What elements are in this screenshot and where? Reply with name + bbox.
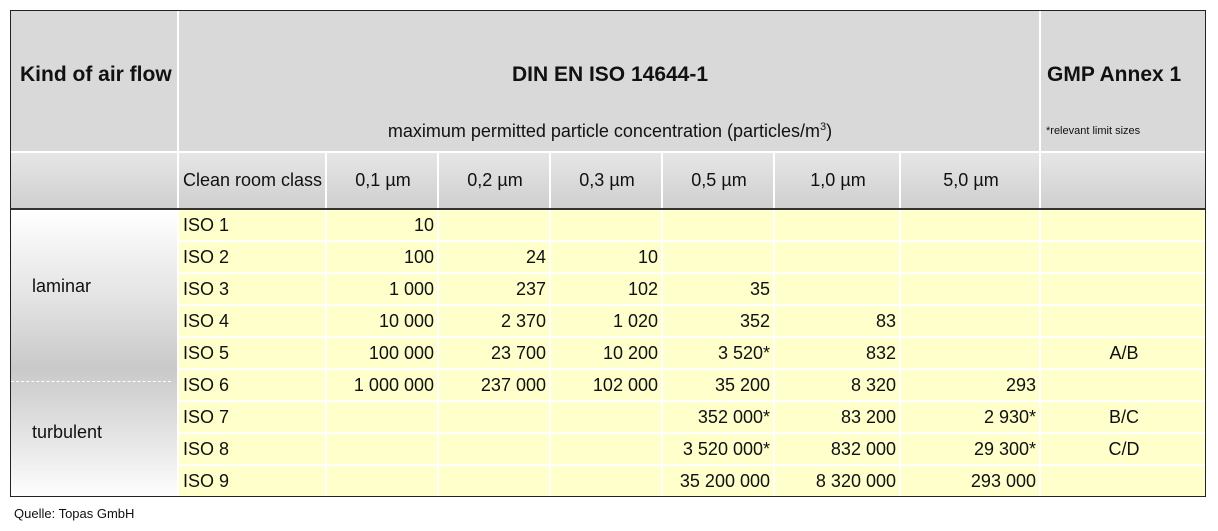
value-cell bbox=[327, 434, 439, 464]
value-cell bbox=[663, 210, 775, 240]
gmp-cell bbox=[1041, 210, 1206, 240]
value-cell: 1 020 bbox=[551, 306, 663, 336]
size-label: 1,0 µm bbox=[810, 170, 866, 190]
value-cell bbox=[901, 210, 1041, 240]
value-cell: 10 bbox=[551, 242, 663, 272]
size-header-0 bbox=[327, 151, 439, 209]
subtitle-text: maximum permitted particle concentration (particles/m bbox=[387, 121, 821, 141]
value-cell: 237 bbox=[439, 274, 551, 304]
value-cell bbox=[901, 306, 1041, 336]
subtitle-end: ) bbox=[826, 121, 833, 141]
size-label: 0,2 µm bbox=[467, 170, 523, 190]
value-cell: 1 000 bbox=[327, 274, 439, 304]
class-cell: ISO 3 bbox=[179, 274, 327, 304]
empty-header-cell bbox=[11, 151, 179, 209]
table-row bbox=[179, 434, 1206, 466]
value-cell: 2 930* bbox=[901, 402, 1041, 432]
value-cell: 832 000 bbox=[775, 434, 901, 464]
value-cell: 24 bbox=[439, 242, 551, 272]
size-header-2 bbox=[551, 151, 663, 209]
table-row bbox=[179, 402, 1206, 434]
clean-room-class-header bbox=[179, 151, 327, 209]
concentration-subtitle bbox=[179, 121, 1041, 142]
gmp-note: *relevant limit sizes bbox=[1046, 125, 1141, 137]
value-cell bbox=[439, 402, 551, 432]
size-label: 0,1 µm bbox=[355, 170, 411, 190]
value-cell: 8 320 000 bbox=[775, 466, 901, 496]
class-cell: ISO 9 bbox=[179, 466, 327, 496]
value-cell: 10 bbox=[327, 210, 439, 240]
kind-of-air-flow-header bbox=[11, 11, 179, 151]
din-standard-title: DIN EN ISO 14644-1 bbox=[511, 63, 709, 86]
value-cell bbox=[439, 210, 551, 240]
value-cell bbox=[663, 242, 775, 272]
source-credit: Quelle: Topas GmbH bbox=[14, 506, 135, 521]
value-cell bbox=[901, 242, 1041, 272]
value-cell: 2 370 bbox=[439, 306, 551, 336]
class-cell: ISO 6 bbox=[179, 370, 327, 400]
gmp-cell: B/C bbox=[1108, 407, 1139, 427]
value-cell: 35 200 bbox=[663, 370, 775, 400]
table-row bbox=[179, 210, 1206, 242]
value-cell: 10 200 bbox=[551, 338, 663, 368]
value-cell: 293 bbox=[901, 370, 1041, 400]
table-row bbox=[179, 338, 1206, 370]
gmp-cell bbox=[1041, 466, 1206, 496]
value-cell: 83 bbox=[775, 306, 901, 336]
size-header-1 bbox=[439, 151, 551, 209]
gmp-header bbox=[1041, 11, 1206, 151]
table-row bbox=[179, 466, 1206, 497]
value-cell: 23 700 bbox=[439, 338, 551, 368]
class-cell: ISO 5 bbox=[179, 338, 327, 368]
clean-room-class-label: Clean room class bbox=[183, 170, 323, 190]
value-cell bbox=[551, 466, 663, 496]
size-label: 0,5 µm bbox=[691, 170, 747, 190]
air-flow-column bbox=[11, 210, 179, 497]
value-cell: 100 000 bbox=[327, 338, 439, 368]
value-cell bbox=[775, 242, 901, 272]
value-cell: 3 520* bbox=[663, 338, 775, 368]
kind-of-air-flow-title: Kind of air flow bbox=[20, 63, 172, 86]
value-cell: 237 000 bbox=[439, 370, 551, 400]
table-row bbox=[179, 306, 1206, 338]
gmp-cell bbox=[1041, 242, 1206, 272]
cleanroom-table bbox=[10, 10, 1206, 497]
class-cell: ISO 8 bbox=[179, 434, 327, 464]
value-cell bbox=[901, 338, 1041, 368]
value-cell bbox=[327, 466, 439, 496]
class-cell: ISO 4 bbox=[179, 306, 327, 336]
gmp-grade-header bbox=[1041, 151, 1206, 209]
value-cell bbox=[775, 210, 901, 240]
class-cell: ISO 1 bbox=[179, 210, 327, 240]
gmp-cell: C/D bbox=[1108, 439, 1140, 459]
size-label: 5,0 µm bbox=[943, 170, 999, 190]
flow-divider bbox=[11, 381, 171, 382]
value-cell: 100 bbox=[327, 242, 439, 272]
value-cell bbox=[551, 402, 663, 432]
din-standard-header bbox=[179, 11, 1041, 151]
size-header-4 bbox=[775, 151, 901, 209]
value-cell bbox=[439, 466, 551, 496]
size-header-5 bbox=[901, 151, 1041, 209]
value-cell: 352 000* bbox=[663, 402, 775, 432]
size-header-3 bbox=[663, 151, 775, 209]
value-cell: 35 bbox=[663, 274, 775, 304]
value-cell: 29 300* bbox=[901, 434, 1041, 464]
value-cell: 3 520 000* bbox=[663, 434, 775, 464]
value-cell: 293 000 bbox=[901, 466, 1041, 496]
gmp-cell: A/B bbox=[1109, 343, 1139, 363]
class-cell: ISO 7 bbox=[179, 402, 327, 432]
table-row bbox=[179, 370, 1206, 402]
gmp-cell bbox=[1041, 370, 1206, 400]
table-row bbox=[179, 274, 1206, 306]
value-cell bbox=[327, 402, 439, 432]
value-cell bbox=[439, 434, 551, 464]
value-cell: 102 000 bbox=[551, 370, 663, 400]
value-cell: 35 200 000 bbox=[663, 466, 775, 496]
value-cell: 102 bbox=[551, 274, 663, 304]
laminar-label: laminar bbox=[32, 276, 92, 296]
size-label: 0,3 µm bbox=[579, 170, 635, 190]
value-cell bbox=[551, 210, 663, 240]
value-cell: 8 320 bbox=[775, 370, 901, 400]
value-cell bbox=[551, 434, 663, 464]
value-cell bbox=[775, 274, 901, 304]
value-cell: 10 000 bbox=[327, 306, 439, 336]
gmp-cell bbox=[1041, 274, 1206, 304]
table-row bbox=[179, 242, 1206, 274]
gmp-title: GMP Annex 1 bbox=[1047, 63, 1182, 86]
turbulent-label: turbulent bbox=[32, 422, 103, 442]
value-cell: 1 000 000 bbox=[327, 370, 439, 400]
value-cell: 83 200 bbox=[775, 402, 901, 432]
subtitle-superscript: 3 bbox=[820, 121, 827, 133]
value-cell bbox=[901, 274, 1041, 304]
class-cell: ISO 2 bbox=[179, 242, 327, 272]
gmp-cell bbox=[1041, 306, 1206, 336]
value-cell: 832 bbox=[775, 338, 901, 368]
value-cell: 352 bbox=[663, 306, 775, 336]
